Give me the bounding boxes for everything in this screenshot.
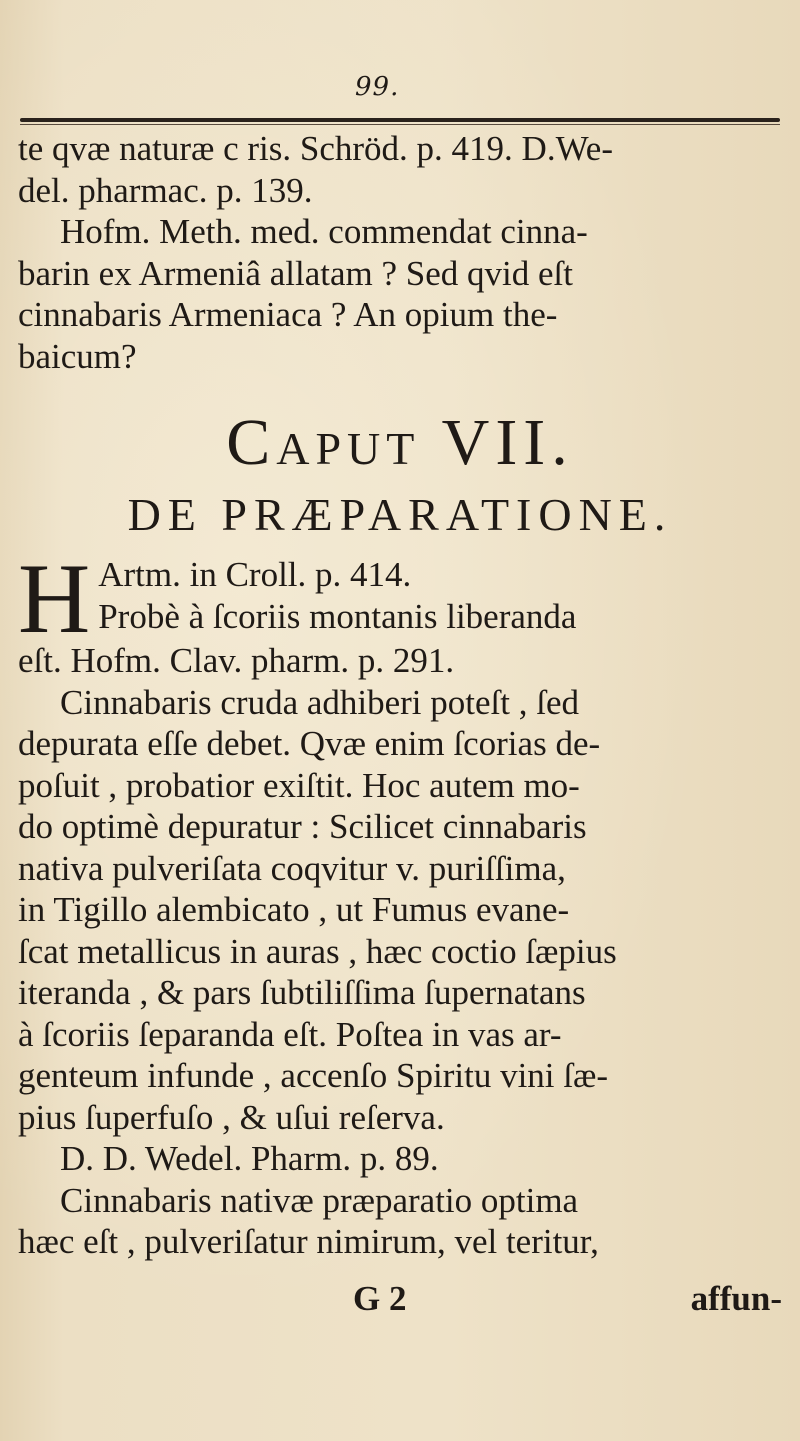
text-line: barin ex Armeniâ allatam ? Sed qvid eſt: [18, 253, 573, 293]
drop-cap: H: [18, 543, 91, 654]
text-line: Cinnabaris cruda adhiberi poteſt , ſed: [60, 682, 580, 722]
text-line: hæc eſt , pulveriſatur nimirum, vel teritur,: [18, 1222, 599, 1261]
signature-mark: G 2: [353, 1279, 407, 1318]
text-line: in Tigillo alembicato , ut Fumus evane-: [18, 890, 570, 929]
header-rule: [20, 118, 780, 122]
text-line: poſuit , probatior exiſtit. Hoc autem mo-: [18, 765, 580, 805]
text-line: do optimè depuratur : Scilicet cinnabaris: [18, 807, 587, 846]
text-line: Probè à ſcoriis montanis liberanda: [98, 596, 577, 636]
text-line: Artm. in Croll. p. 414.: [98, 555, 412, 594]
page-footer: [18, 1278, 782, 1320]
text-line: baicum?: [18, 336, 137, 376]
text-line: Hofm. Meth. med. commendat cinna-: [60, 212, 588, 251]
text-line: D. D. Wedel. Pharm. p. 89.: [60, 1139, 439, 1178]
text-line: del. pharmac. p. 139.: [18, 170, 313, 210]
text-line: depurata eſſe debet. Qvæ enim ſcorias de-: [18, 724, 601, 763]
page-number: 99.: [355, 72, 400, 102]
header-rule-thin: [20, 124, 780, 125]
text-block-main: [18, 543, 782, 1263]
text-line: à ſcoriis ſeparanda eſt. Poſtea in vas ar-: [18, 1014, 562, 1054]
text-line: te qvæ naturæ c ris. Schröd. p. 419. D.We-: [18, 129, 613, 168]
text-line: iteranda , & pars ſubtiliſſima ſupernatans: [18, 973, 586, 1012]
text-line: pius ſuperfuſo , & uſui reſerva.: [18, 1097, 445, 1137]
chapter-subtitle: DE PRÆPARATIONE.: [127, 489, 673, 540]
chapter-title: Caput VII.: [226, 406, 574, 479]
text-block-top: [18, 128, 782, 377]
catchword: affun-: [690, 1279, 782, 1318]
text-line: Cinnabaris nativæ præparatio optima: [60, 1180, 579, 1220]
text-line: cinnabaris Armeniaca ? An opium the-: [18, 295, 558, 334]
text-line: ſcat metallicus in auras , hæc coctio ſæpius: [18, 931, 617, 971]
text-line: genteum infunde , accenſo Spiritu vini ſæ-: [18, 1056, 609, 1095]
text-line: eſt. Hofm. Clav. pharm. p. 291.: [18, 641, 455, 680]
text-line: nativa pulveriſata coqvitur v. puriſſima,: [18, 848, 566, 888]
